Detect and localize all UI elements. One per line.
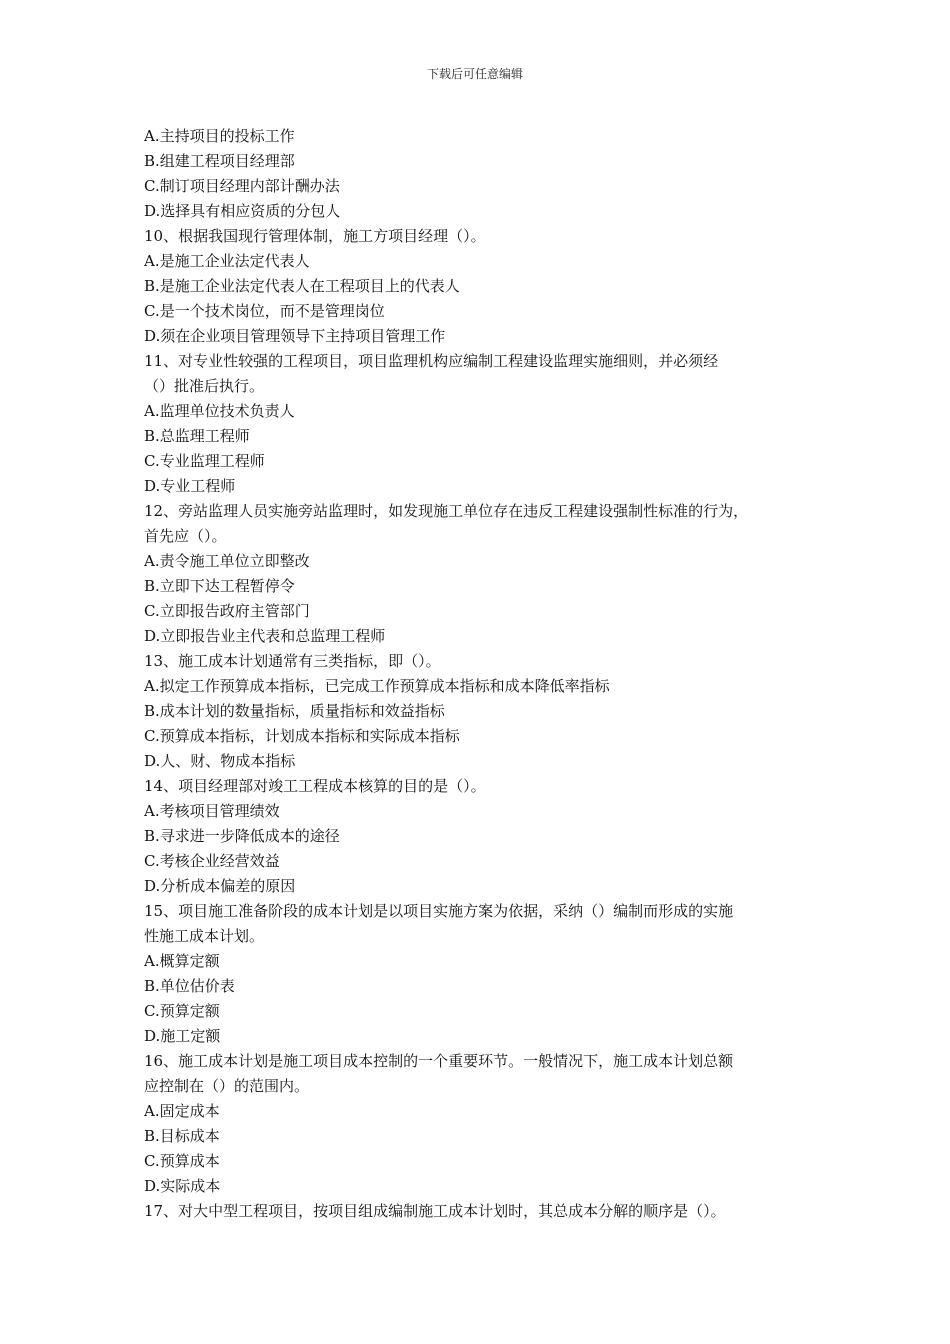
text-line: A.主持项目的投标工作: [144, 127, 295, 145]
text-line: A.固定成本: [144, 1102, 220, 1120]
text-line: B.单位估价表: [144, 977, 235, 995]
text-line: B.成本计划的数量指标，质量指标和效益指标: [144, 702, 445, 720]
text-line: D.须在企业项目管理领导下主持项目管理工作: [144, 327, 446, 345]
question-line: 11、对专业性较强的工程项目，项目监理机构应编制工程建设监理实施细则，并必须经: [144, 352, 719, 370]
question-line: 17、对大中型工程项目，按项目组成编制施工成本计划时，其总成本分解的顺序是（）。: [144, 1202, 726, 1220]
text-line: B.组建工程项目经理部: [144, 152, 295, 170]
text-line: D.分析成本偏差的原因: [144, 877, 296, 895]
question-line: 应控制在（）的范围内。: [144, 1077, 310, 1095]
question-line: 13、施工成本计划通常有三类指标，即（）。: [144, 652, 441, 670]
text-line: B.是施工企业法定代表人在工程项目上的代表人: [144, 277, 460, 295]
text-line: C.考核企业经营效益: [144, 852, 280, 870]
text-line: A.责令施工单位立即整改: [144, 552, 310, 570]
document-body: [144, 124, 814, 1224]
text-line: C.立即报告政府主管部门: [144, 602, 310, 620]
text-line: D.选择具有相应资质的分包人: [144, 202, 341, 220]
question-line: 16、施工成本计划是施工项目成本控制的一个重要环节。一般情况下，施工成本计划总额: [144, 1052, 734, 1070]
text-line: D.专业工程师: [144, 477, 236, 495]
text-line: B.寻求进一步降低成本的途径: [144, 827, 340, 845]
text-line: A.监理单位技术负责人: [144, 402, 295, 420]
text-line: B.立即下达工程暂停令: [144, 577, 295, 595]
text-line: D.施工定额: [144, 1027, 221, 1045]
text-line: A.拟定工作预算成本指标，已完成工作预算成本指标和成本降低率指标: [144, 677, 610, 695]
text-line: C.预算成本: [144, 1152, 220, 1170]
text-line: B.目标成本: [144, 1127, 220, 1145]
text-line: D.立即报告业主代表和总监理工程师: [144, 627, 386, 645]
question-line: 14、项目经理部对竣工工程成本核算的目的是（）。: [144, 777, 486, 795]
text-line: D.实际成本: [144, 1177, 221, 1195]
text-line: A.是施工企业法定代表人: [144, 252, 310, 270]
text-line: C.是一个技术岗位，而不是管理岗位: [144, 302, 385, 320]
question-line: （）批准后执行。: [144, 377, 265, 395]
question-line: 首先应（）。: [144, 527, 227, 545]
text-line: D.人、财、物成本指标: [144, 752, 296, 770]
text-line: C.制订项目经理内部计酬办法: [144, 177, 340, 195]
question-line: 性施工成本计划。: [144, 927, 265, 945]
text-line: C.预算定额: [144, 1002, 220, 1020]
text-line: C.专业监理工程师: [144, 452, 265, 470]
text-line: B.总监理工程师: [144, 427, 250, 445]
text-line: A.考核项目管理绩效: [144, 802, 280, 820]
question-line: 15、项目施工准备阶段的成本计划是以项目实施方案为依据，采纳（）编制而形成的实施: [144, 902, 734, 920]
page-header: 下载后可任意编辑: [426, 67, 523, 81]
text-line: A.概算定额: [144, 952, 220, 970]
text-line: C.预算成本指标，计划成本指标和实际成本指标: [144, 727, 460, 745]
question-line: 12、旁站监理人员实施旁站监理时，如发现施工单位存在违反工程建设强制性标准的行为，: [144, 502, 749, 520]
question-line: 10、根据我国现行管理体制，施工方项目经理（）。: [144, 227, 486, 245]
